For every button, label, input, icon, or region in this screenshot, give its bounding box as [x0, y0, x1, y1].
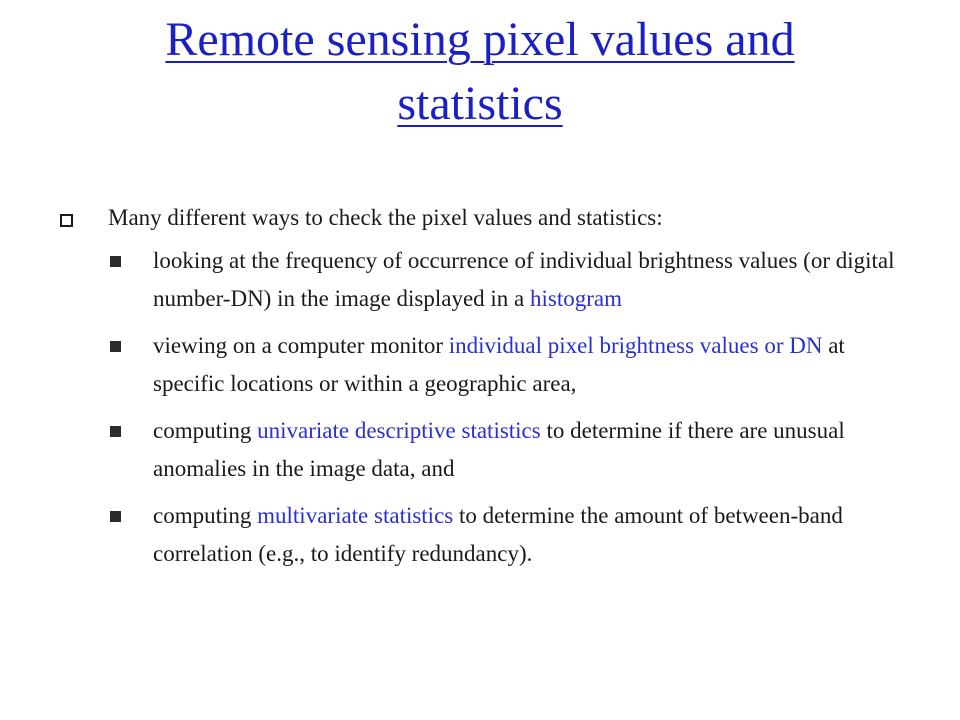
filled-square-bullet-icon	[110, 256, 121, 267]
hollow-square-bullet-icon	[60, 214, 73, 227]
filled-square-bullet-icon	[110, 426, 121, 437]
slide-title: Remote sensing pixel values and statistics	[165, 13, 795, 130]
text-segment: computing	[153, 418, 258, 443]
text-segment: computing	[153, 503, 258, 528]
slide-content	[60, 198, 920, 582]
text-segment: viewing on a computer monitor	[153, 333, 449, 358]
sub-bullet-item	[60, 327, 920, 403]
bullet-text: Many different ways to check the pixel values and statistics:	[108, 205, 663, 230]
highlighted-term: multivariate statistics	[257, 503, 454, 528]
sub-bullet-text	[153, 333, 845, 396]
bullet-item	[60, 198, 920, 238]
sub-bullet-text	[153, 503, 843, 566]
filled-square-bullet-icon	[110, 341, 121, 352]
sub-bullet-item	[60, 412, 920, 488]
text-segment: to determine if there are unusual anomalies in the image data, and	[153, 418, 845, 481]
sub-bullet-item	[60, 242, 920, 318]
sub-bullet-text	[153, 248, 895, 311]
sub-bullet-item	[60, 497, 920, 573]
text-segment: to determine the amount of between-band correlation (e.g., to identify redundancy).	[153, 503, 843, 566]
filled-square-bullet-icon	[110, 511, 121, 522]
text-segment: at specific locations or within a geographic area,	[153, 333, 845, 396]
highlighted-term: univariate descriptive statistics	[257, 418, 541, 443]
highlighted-term: histogram	[530, 286, 623, 311]
text-segment: looking at the frequency of occurrence of individual brightness values (or digital number-DN) in the image displayed in a	[153, 248, 895, 311]
highlighted-term: individual pixel brightness values or DN	[448, 333, 823, 358]
sub-bullet-text	[153, 418, 845, 481]
